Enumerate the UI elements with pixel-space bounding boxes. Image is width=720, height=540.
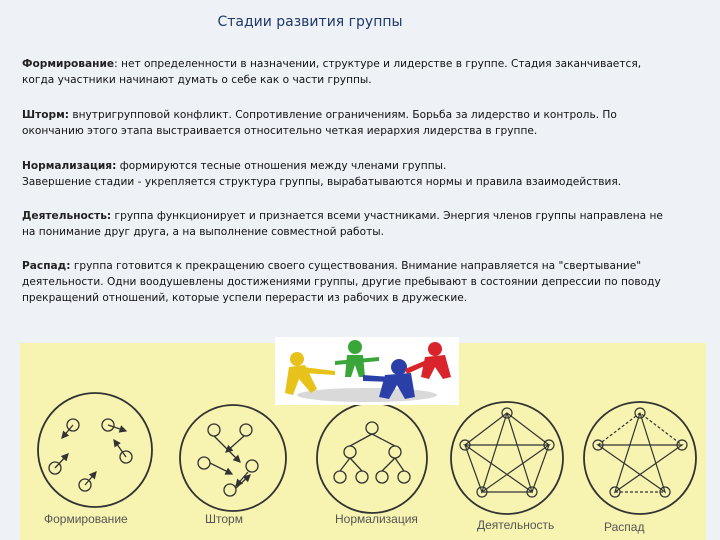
line: деятельности. Одни воодушевлены достижениями группы, другие пребывают в состоянии депрессии по поводу — [22, 276, 661, 288]
figure-green — [335, 340, 379, 377]
term: Нормализация: — [22, 160, 117, 172]
page-title: Стадии развития группы — [217, 14, 403, 30]
term: Деятельность: — [22, 210, 112, 222]
line: внутригрупповой конфликт. Сопротивление ограничениям. Борьба за лидерство и контроль. По — [72, 109, 617, 121]
people-holding-hands-illustration — [275, 337, 459, 405]
stage-label-forming: Формирование — [44, 512, 128, 526]
line: формируются тесные отношения между членами группы. — [119, 160, 447, 172]
stage-label-adjourning: Распад — [604, 520, 645, 534]
figure-red — [405, 342, 451, 379]
stage-label-storm: Шторм — [205, 512, 243, 526]
stage-label-performing: Деятельность — [477, 518, 555, 532]
paragraph-forming: Формирование: нет определенности в назначении, структуре и лидерстве в группе. Стадия заканчивается, когда участники начинают думать о себе как о части группы. — [22, 58, 642, 86]
line: на понимание друг друга, а на выполнение совместной работы. — [22, 226, 384, 238]
line: группа готовится к прекращению своего существования. Внимание направляется на "свертывание" — [73, 260, 642, 272]
line: группа функционирует и признается всеми участниками. Энергия членов группы направлена не — [114, 210, 663, 222]
team-figures-image — [275, 337, 459, 405]
line: Завершение стадии - укрепляется структура группы, вырабатываются нормы и правила взаимодействия. — [22, 176, 622, 188]
figure-yellow — [285, 352, 335, 395]
stage-forming-diagram — [38, 393, 152, 507]
line: нет определенности в назначении, структуре и лидерстве в группе. Стадия заканчивается, — [121, 58, 642, 70]
line: окончанию этого этапа выстраивается относительно четкая иерархия лидерства в группе. — [22, 125, 538, 137]
term: Распад: — [22, 260, 71, 272]
term: Формирование — [22, 58, 115, 70]
term: Шторм: — [22, 109, 69, 121]
stage-storm-diagram — [180, 405, 286, 511]
stage-adjourning-diagram — [584, 402, 696, 514]
stage-performing-diagram — [451, 402, 563, 514]
stage-label-norming: Нормализация — [335, 512, 418, 526]
stage-norming-diagram — [317, 403, 427, 513]
line: прекращений отношений, которые успели перерасти из рабочих в дружеские. — [22, 292, 468, 304]
line: когда участники начинают думать о себе как о части группы. — [22, 74, 372, 86]
